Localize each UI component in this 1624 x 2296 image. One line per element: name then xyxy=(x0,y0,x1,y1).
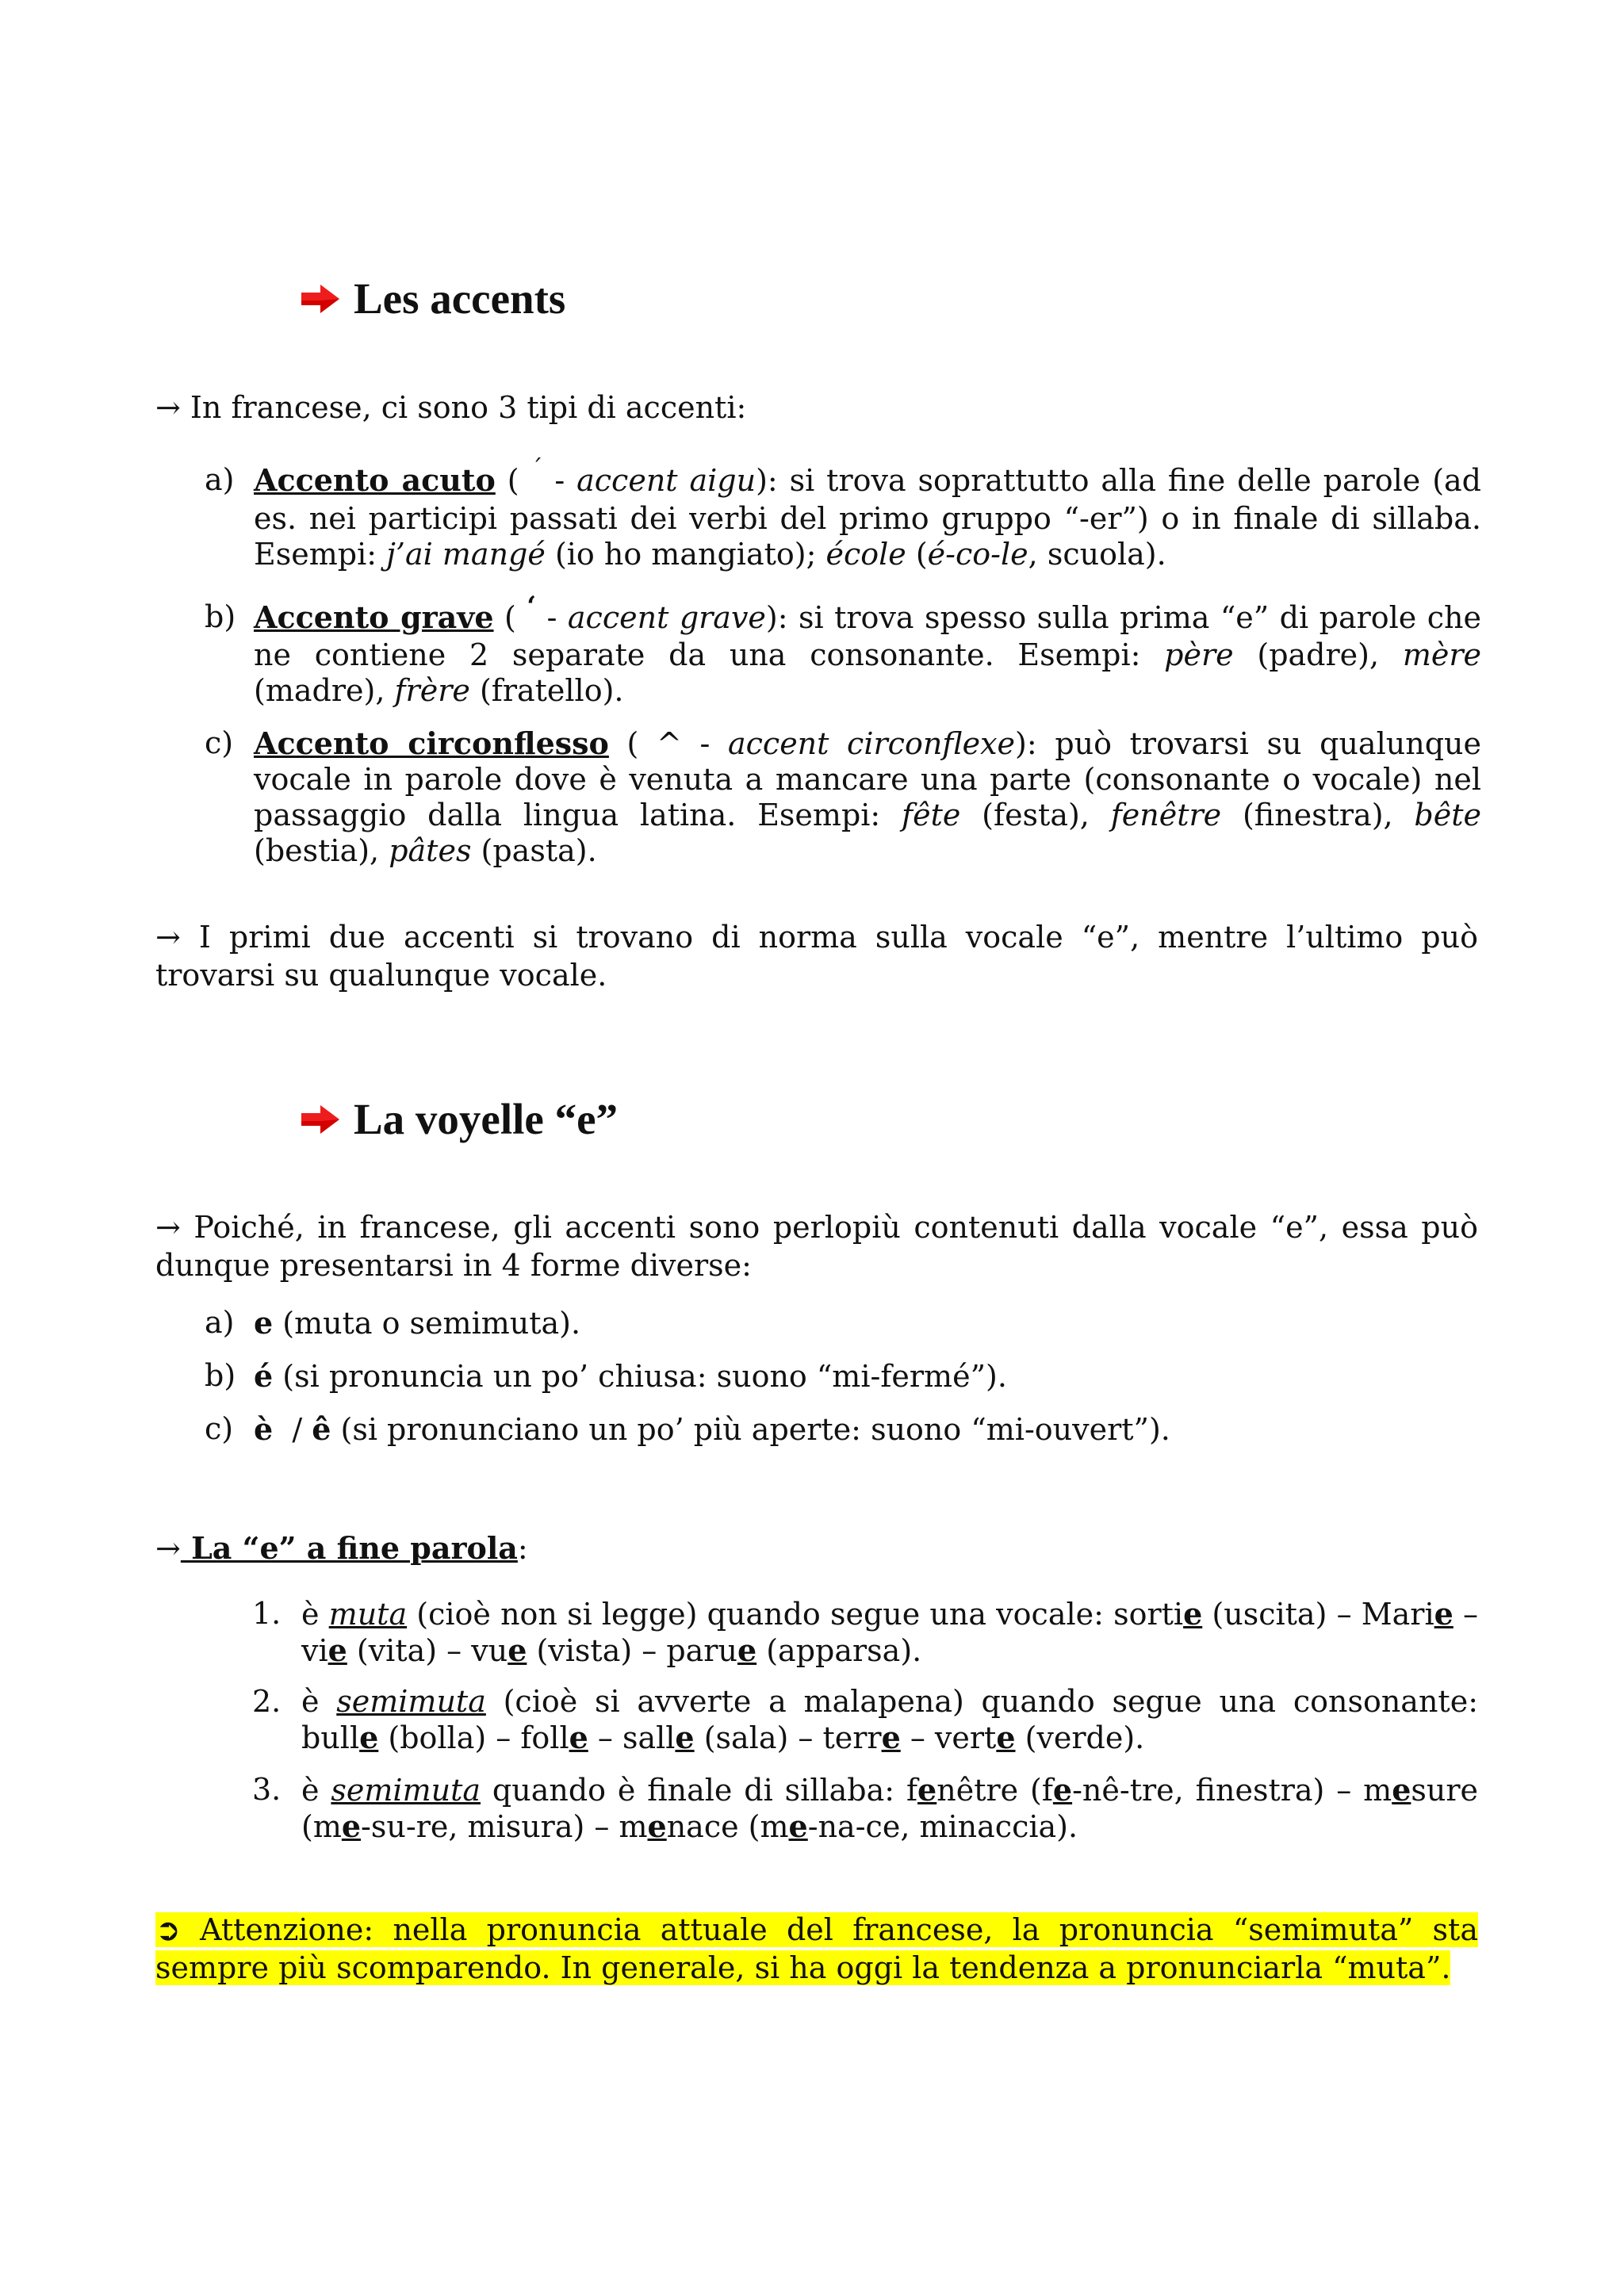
subheading-text: La “e” a fine parola xyxy=(180,1530,518,1566)
red-arrow-icon xyxy=(301,1105,339,1134)
section-heading-accents xyxy=(301,274,565,323)
attention-note xyxy=(155,1911,1478,1987)
translation: (finestra), xyxy=(1221,798,1415,832)
text: (uscita) – Mari xyxy=(1202,1597,1434,1632)
section-heading-voyelle xyxy=(301,1094,618,1144)
text: – vi xyxy=(301,1597,1478,1668)
text: è xyxy=(301,1597,329,1632)
text: è xyxy=(301,1773,331,1808)
grave-symbol: ‘ xyxy=(527,591,537,622)
example: frère xyxy=(394,673,470,708)
example: école xyxy=(825,537,906,572)
text: (verde). xyxy=(1015,1720,1145,1755)
paren: ( xyxy=(906,537,928,572)
example: bête xyxy=(1414,798,1481,832)
vowel: e xyxy=(254,1305,274,1341)
highlight-e: e xyxy=(675,1720,695,1755)
example: pâtes xyxy=(389,833,472,868)
french-term: accent circonflexe xyxy=(727,726,1016,761)
text: sure (m xyxy=(301,1773,1479,1844)
paren: ( ^ - xyxy=(608,726,728,761)
text: -su-re, misura) – m xyxy=(361,1809,648,1844)
vowel: è xyxy=(254,1411,274,1447)
description: (si pronunciano un po’ più aperte: suono “mi-ouvert”). xyxy=(331,1412,1170,1447)
translation: (pasta). xyxy=(471,833,597,868)
red-arrow-icon xyxy=(301,285,339,313)
separator: / xyxy=(273,1412,312,1447)
section-title: Les accents xyxy=(354,274,566,323)
rule-item xyxy=(301,1772,1478,1845)
syllables: é-co-le xyxy=(927,537,1028,572)
text: è xyxy=(301,1684,337,1719)
text: quando è finale di sillaba: f xyxy=(481,1773,918,1808)
rule-item xyxy=(301,1596,1478,1669)
list-marker: c) xyxy=(205,1411,234,1446)
accent-item-grave xyxy=(254,591,1481,709)
translation: (festa), xyxy=(960,798,1111,832)
rule-kind: semimuta xyxy=(336,1684,486,1719)
paren: ( xyxy=(493,600,527,635)
translation: , scuola). xyxy=(1028,537,1166,572)
highlight-e: e xyxy=(327,1632,347,1668)
text: (cioè non si legge) quando segue una vocale: sorti xyxy=(407,1597,1184,1632)
dash: - xyxy=(536,600,568,635)
translation: (fratello). xyxy=(469,673,624,708)
list-marker: b) xyxy=(205,599,236,634)
list-marker: a) xyxy=(205,462,235,497)
paren: ( xyxy=(495,463,531,498)
translation: (madre), xyxy=(254,673,395,708)
list-marker: 2. xyxy=(252,1684,282,1719)
dash: - xyxy=(542,463,577,498)
translation: (io ho mangiato); xyxy=(545,537,826,572)
text: -na-ce, minaccia). xyxy=(807,1809,1078,1844)
text: (vita) – vu xyxy=(347,1633,508,1668)
description: ): si trova soprattutto alla fine delle parole (ad es. nei participi passati dei verbi del primo gruppo “-er”) o in finale di sillaba. Esempi: xyxy=(254,463,1481,572)
rule-kind: semimuta xyxy=(331,1773,481,1808)
highlighted-text: ➲ Attenzione: nella pronuncia attuale del francese, la pronuncia “semimuta” sta sempre più scomparendo. In generale, si ha oggi la tendenza a pronunciarla “muta”. xyxy=(155,1912,1478,1985)
french-term: accent grave xyxy=(567,600,766,635)
example: père xyxy=(1164,637,1234,672)
highlight-e: e xyxy=(1183,1596,1203,1632)
text: (bolla) – foll xyxy=(378,1720,569,1755)
form-item xyxy=(254,1305,580,1341)
text: -nê-tre, finestra) – m xyxy=(1072,1773,1392,1808)
list-marker: 1. xyxy=(252,1596,282,1631)
text: – vert xyxy=(900,1720,997,1755)
accents-intro: → In francese, ci sono 3 tipi di accenti: xyxy=(155,390,747,425)
text: (apparsa). xyxy=(756,1633,922,1668)
colon: : xyxy=(517,1531,528,1566)
text: nêtre (f xyxy=(936,1773,1053,1808)
highlight-e: e xyxy=(996,1720,1016,1755)
text: – sall xyxy=(588,1720,676,1755)
text: (vista) – paru xyxy=(527,1633,737,1668)
translation: (bestia), xyxy=(254,833,389,868)
highlight-e: e xyxy=(788,1808,808,1844)
accents-note: → I primi due accenti si trovano di norma sulla vocale “e”, mentre l’ultimo può trovarsi su qualunque vocale. xyxy=(155,920,1478,993)
term: Accento grave xyxy=(254,599,494,635)
accent-item-acute xyxy=(254,455,1481,572)
highlight-e: e xyxy=(1052,1772,1073,1808)
highlight-e: e xyxy=(569,1720,588,1755)
description: ): può trovarsi su qualunque vocale in parole dove è venuta a mancare una parte (consonante o vocale) nel passaggio dalla lingua latina. Esempi: xyxy=(254,726,1481,832)
rule-item xyxy=(301,1684,1478,1756)
acute-symbol: ´ xyxy=(530,455,543,483)
example: j’ai mangé xyxy=(386,537,546,572)
highlight-e: e xyxy=(1434,1596,1454,1632)
example: fenêtre xyxy=(1110,798,1222,832)
rule-kind: muta xyxy=(328,1597,408,1632)
text: (cioè si avverte a malapena) quando segue una consonante: bull xyxy=(301,1684,1478,1755)
translation: (padre), xyxy=(1233,637,1403,672)
highlight-e: e xyxy=(881,1720,901,1755)
arrow-icon: → xyxy=(155,1531,181,1566)
section-title: La voyelle “e” xyxy=(354,1095,618,1143)
list-marker: b) xyxy=(205,1358,236,1393)
highlight-e: e xyxy=(647,1808,667,1844)
list-marker: c) xyxy=(205,725,234,760)
form-item xyxy=(254,1411,1170,1448)
vowel: é xyxy=(254,1358,274,1394)
highlight-e: e xyxy=(737,1632,757,1668)
subheading xyxy=(155,1530,528,1567)
text: nace (m xyxy=(666,1809,789,1844)
highlight-e: e xyxy=(508,1632,527,1668)
list-marker: 3. xyxy=(252,1772,282,1807)
description: ): si trova spesso sulla prima “e” di parole che ne contiene 2 separate da una consonante. Esempi: xyxy=(254,600,1481,672)
french-term: accent aigu xyxy=(576,463,756,498)
form-item xyxy=(254,1358,1007,1395)
highlight-e: e xyxy=(341,1808,362,1844)
term: Accento acuto xyxy=(254,462,496,498)
voyelle-intro: → Poiché, in francese, gli accenti sono perlopiù contenuti dalla vocale “e”, essa può dunque presentarsi in 4 forme diverse: xyxy=(155,1210,1478,1283)
accent-item-circumflex xyxy=(254,725,1481,869)
list-marker: a) xyxy=(205,1305,235,1340)
example: fête xyxy=(902,798,961,832)
vowel: ê xyxy=(312,1411,331,1447)
text: (sala) – terr xyxy=(694,1720,882,1755)
term: Accento circonflesso xyxy=(254,725,609,761)
example: mère xyxy=(1402,637,1481,672)
highlight-e: e xyxy=(917,1772,937,1808)
description: (si pronuncia un po’ chiusa: suono “mi-fermé”). xyxy=(273,1359,1007,1394)
description: (muta o semimuta). xyxy=(273,1306,581,1341)
highlight-e: e xyxy=(359,1720,379,1755)
highlight-e: e xyxy=(1392,1772,1411,1808)
